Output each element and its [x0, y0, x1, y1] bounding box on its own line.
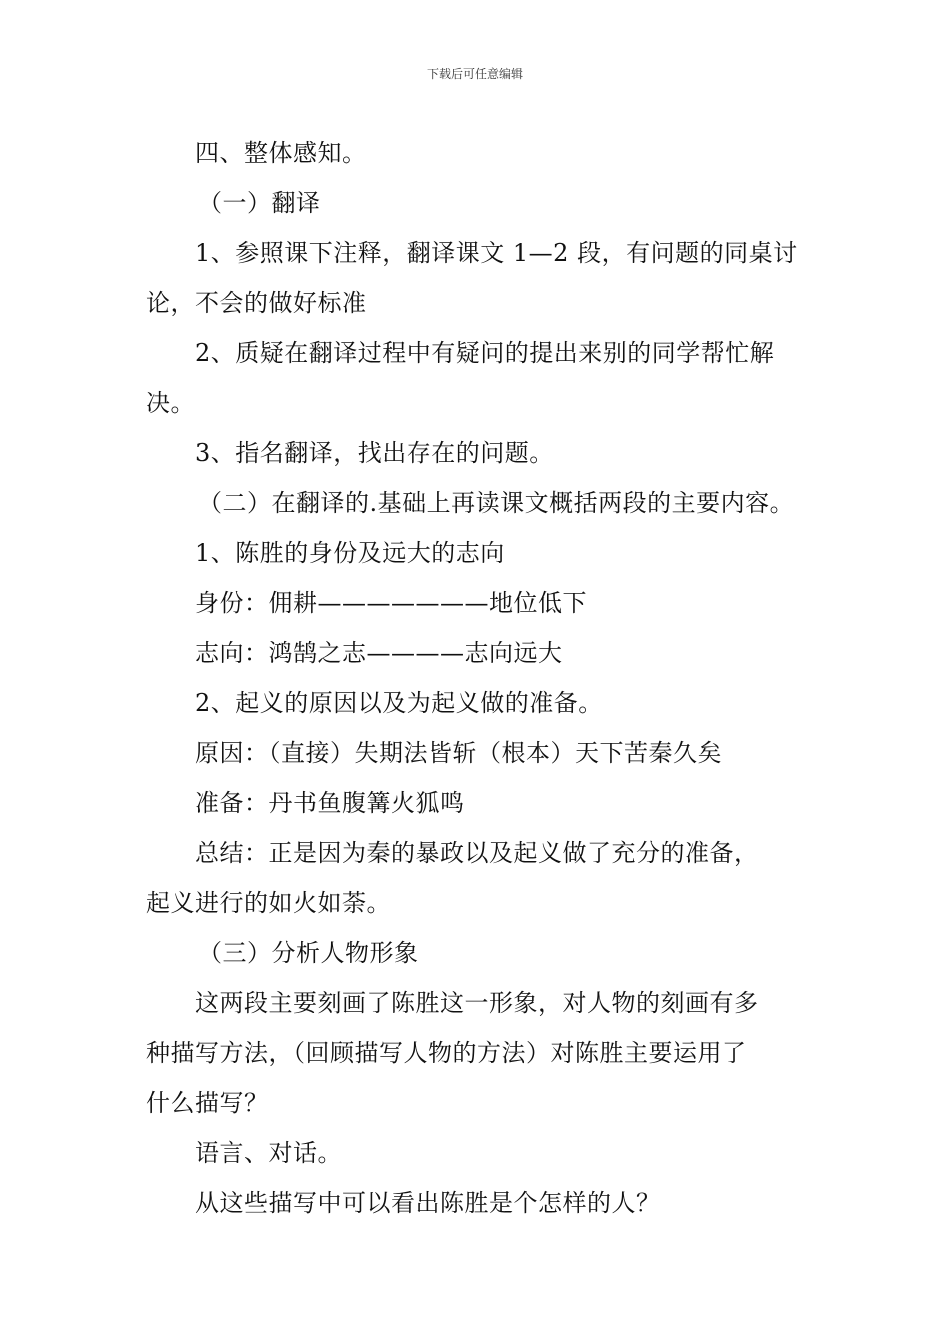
section-heading: 四、整体感知。 [195, 139, 367, 167]
paragraph-line: 2、起义的原因以及为起义做的准备。 [195, 689, 603, 717]
paragraph-line: 这两段主要刻画了陈胜这一形象，对人物的刻画有多 [195, 989, 759, 1017]
document-body [146, 128, 811, 1228]
paragraph-line: 语言、对话。 [195, 1139, 342, 1167]
paragraph-line: 2、质疑在翻译过程中有疑问的提出来别的同学帮忙解 [195, 339, 775, 367]
subsection-heading: （一）翻译 [198, 189, 321, 217]
paragraph-line: 什么描写？ [146, 1089, 269, 1117]
paragraph-line: 原因：（直接）失期法皆斩（根本）天下苦秦久矣 [195, 739, 722, 767]
paragraph-line: 从这些描写中可以看出陈胜是个怎样的人？ [195, 1189, 661, 1217]
paragraph-line: 总结：正是因为秦的暴政以及起义做了充分的准备， [195, 839, 759, 867]
paragraph-line: 志向：鸿鹄之志————志向远大 [195, 639, 563, 667]
page-header: 下载后可任意编辑 [426, 67, 523, 81]
paragraph-line: 身份：佣耕———————地位低下 [195, 589, 587, 617]
subsection-heading: （二）在翻译的.基础上再读课文概括两段的主要内容。 [198, 489, 795, 517]
paragraph-line: 决。 [146, 389, 195, 417]
paragraph-line: 1、参照课下注释，翻译课文 1—2 段，有问题的同桌讨 [195, 239, 798, 267]
paragraph-line: 1、陈胜的身份及远大的志向 [195, 539, 505, 567]
paragraph-line: 起义进行的如火如荼。 [146, 889, 391, 917]
subsection-heading: （三）分析人物形象 [198, 939, 419, 967]
paragraph-line: 3、指名翻译，找出存在的问题。 [195, 439, 554, 467]
paragraph-line: 准备：丹书鱼腹篝火狐鸣 [195, 789, 465, 817]
paragraph-line: 论，不会的做好标准 [146, 289, 367, 317]
paragraph-line: 种描写方法，（回顾描写人物的方法）对陈胜主要运用了 [146, 1039, 747, 1067]
